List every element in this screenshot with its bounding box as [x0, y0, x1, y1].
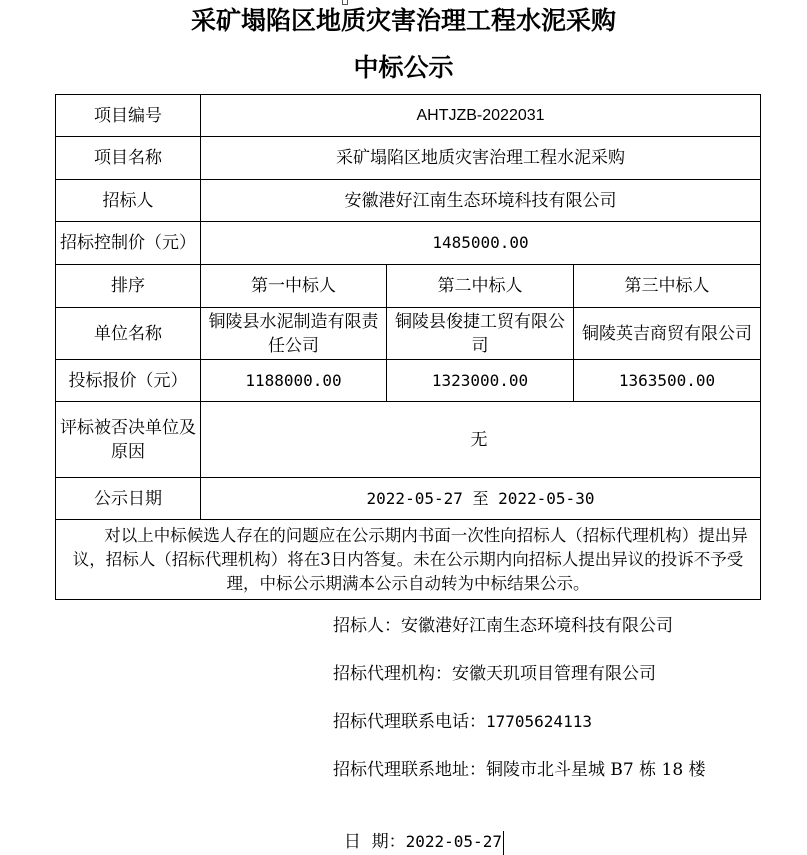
table-row: [56, 478, 761, 520]
footer-address: [333, 758, 706, 782]
unit-name-label: 单位名称: [56, 308, 201, 360]
table-row: [56, 180, 761, 222]
table-row: [56, 360, 761, 402]
rejected-value: 无: [201, 402, 761, 478]
table-row: [56, 222, 761, 265]
rank-third: 第三中标人: [574, 265, 761, 308]
notice-text: 对以上中标候选人存在的问题应在公示期内书面一次性向招标人（招标代理机构）提出异议，招标人（招标代理机构）将在3日内答复。未在公示期内向招标人提出异议的投诉不予受理，中标公示期满本公示自动转为中标结果公示。: [56, 520, 761, 600]
project-name-label: 项目名称: [56, 137, 201, 180]
footer-address-value: 铜陵市北斗星城 B7 栋 18 楼: [486, 760, 706, 780]
footer-tenderer-label: 招标人：: [333, 616, 401, 636]
bid-price-label: 投标报价（元）: [56, 360, 201, 402]
footer-agency: [333, 662, 656, 686]
text-cursor: [503, 831, 505, 855]
project-name-value: 采矿塌陷区地质灾害治理工程水泥采购: [201, 137, 761, 180]
page-subtitle: 中标公示: [353, 53, 454, 82]
bid-price-third: 1363500.00: [574, 360, 761, 402]
footer-phone-label: 招标代理联系电话：: [333, 712, 486, 732]
footer-date: [333, 806, 504, 855]
unit-name-third: 铜陵英吉商贸有限公司: [574, 308, 761, 360]
table-row: [56, 308, 761, 360]
tenderer-value: 安徽港好江南生态环境科技有限公司: [201, 180, 761, 222]
rejected-label: 评标被否决单位及原因: [56, 402, 201, 478]
unit-name-second: 铜陵县俊捷工贸有限公司: [387, 308, 574, 360]
footer-address-label: 招标代理联系地址：: [333, 760, 486, 780]
control-price-value: 1485000.00: [201, 222, 761, 265]
table-row: [56, 137, 761, 180]
bid-price-second: 1323000.00: [387, 360, 574, 402]
footer-agency-label: 招标代理机构：: [333, 664, 452, 684]
table-row: [56, 402, 761, 478]
table-row: [56, 265, 761, 308]
footer-date-label: 日 期：: [343, 832, 406, 852]
footer-tenderer-value: 安徽港好江南生态环境科技有限公司: [401, 616, 673, 636]
publicity-date-value: 2022-05-27 至 2022-05-30: [201, 478, 761, 520]
footer-phone: [333, 710, 592, 734]
rank-second: 第二中标人: [387, 265, 574, 308]
table-row: [56, 95, 761, 137]
award-table: [55, 94, 761, 600]
rank-first: 第一中标人: [201, 265, 387, 308]
footer-date-value: 2022-05-27: [405, 832, 502, 851]
bid-price-first: 1188000.00: [201, 360, 387, 402]
unit-name-first: 铜陵县水泥制造有限责任公司: [201, 308, 387, 360]
page-title: 采矿塌陷区地质灾害治理工程水泥采购: [190, 6, 616, 35]
project-no-label: 项目编号: [56, 95, 201, 137]
cursor-marker: [342, 0, 348, 5]
control-price-label: 招标控制价（元）: [56, 222, 201, 265]
table-row: [56, 520, 761, 600]
rank-label: 排序: [56, 265, 201, 308]
tenderer-label: 招标人: [56, 180, 201, 222]
publicity-date-label: 公示日期: [56, 478, 201, 520]
footer-phone-value: 17705624113: [486, 712, 592, 731]
project-no-value: AHTJZB-2022031: [201, 95, 761, 137]
footer-tenderer: [333, 614, 673, 638]
footer-agency-value: 安徽天玑项目管理有限公司: [452, 664, 656, 684]
